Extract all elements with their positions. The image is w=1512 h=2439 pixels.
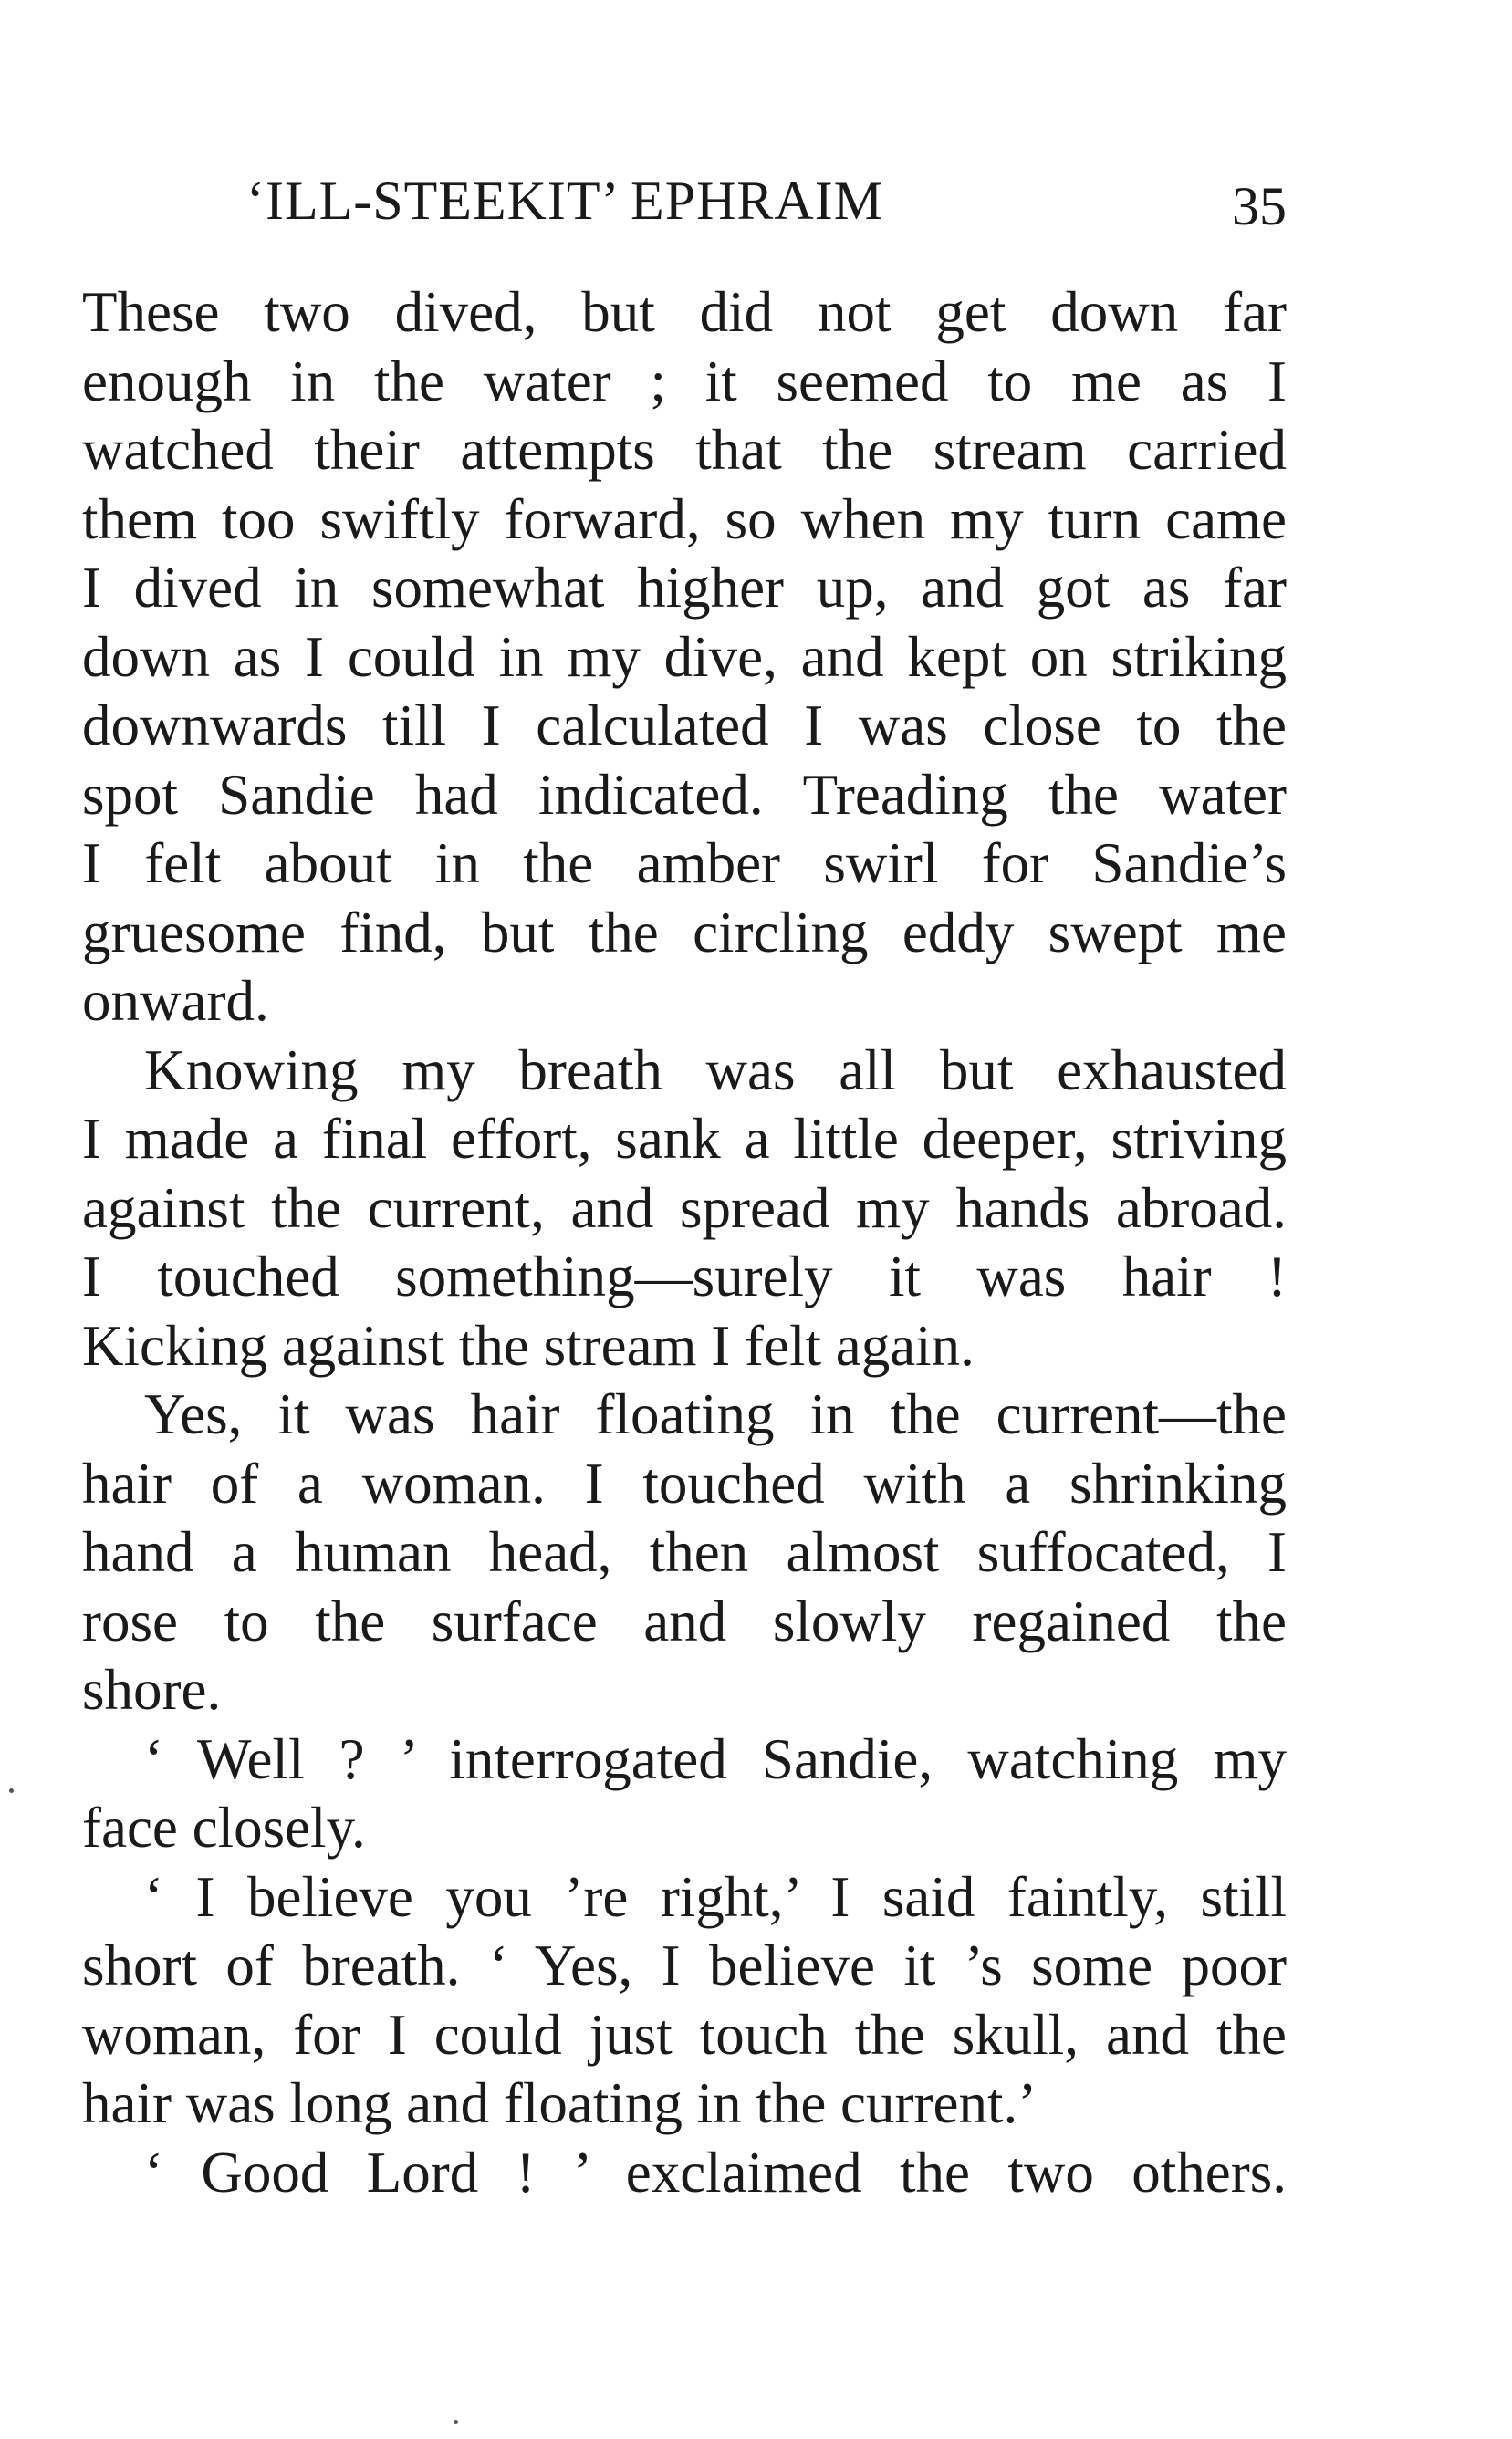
body-text (82, 278, 1287, 2207)
running-title: ‘ILL-STEEKIT’ EPHRAIM (246, 171, 884, 231)
text-line: These two dived, but did not get down far (82, 280, 1287, 344)
text-line: downwards till I calculated I was close to the (82, 693, 1287, 757)
paragraph (82, 278, 1287, 1037)
text-line: ‘ Well ? ’ interrogated Sandie, watching my (144, 1726, 1287, 1791)
text-line: them too swiftly forward, so when my turn came (82, 486, 1287, 551)
text-line: I dived in somewhat higher up, and got as far (82, 556, 1287, 620)
text-line: hair was long and floating in the current.’ (82, 2071, 1038, 2135)
paragraph (82, 1725, 1287, 1863)
text-line: I made a final effort, sank a little deeper, striving (82, 1107, 1287, 1171)
text-line: gruesome find, but the circling eddy swept me (82, 900, 1287, 964)
text-line: down as I could in my dive, and kept on striking (82, 624, 1287, 689)
text-line: Yes, it was hair floating in the current—the (144, 1382, 1287, 1446)
text-line: face closely. (82, 1796, 366, 1860)
text-line: enough in the water ; it seemed to me as I (82, 349, 1287, 413)
text-line: woman, for I could just touch the skull, and the (82, 2002, 1287, 2067)
running-head (82, 164, 1287, 237)
text-line: onward. (82, 969, 269, 1033)
text-line: shore. (82, 1658, 222, 1722)
page-number: 35 (1232, 176, 1287, 236)
text-line: rose to the surface and slowly regained the (82, 1589, 1287, 1653)
paragraph (82, 1037, 1287, 1381)
text-line: I felt about in the amber swirl for Sandie’s (82, 831, 1287, 895)
text-line: Knowing my breath was all but exhausted (144, 1037, 1287, 1102)
paragraph (82, 1863, 1287, 2139)
margin-speck (9, 1788, 14, 1793)
text-line: hair of a woman. I touched with a shrinking (82, 1451, 1287, 1516)
text-line: hand a human head, then almost suffocated, I (82, 1520, 1287, 1584)
paragraph (82, 1381, 1287, 1725)
bottom-speck (454, 2420, 458, 2424)
text-line: spot Sandie had indicated. Treading the water (82, 762, 1287, 827)
text-line: short of breath. ‘ Yes, I believe it ’s some poor (82, 1933, 1287, 1997)
text-line: ‘ Good Lord ! ’ exclaimed the two others. (144, 2140, 1287, 2204)
text-line: I touched something—surely it was hair ! (82, 1245, 1287, 1308)
text-line: Kicking against the stream I felt again. (82, 1313, 975, 1378)
text-line: ‘ I believe you ’re right,’ I said faintly, still (144, 1864, 1287, 1929)
text-line: against the current, and spread my hands abroad. (82, 1175, 1287, 1240)
text-line: watched their attempts that the stream carried (82, 418, 1287, 482)
paragraph (82, 2139, 1287, 2208)
